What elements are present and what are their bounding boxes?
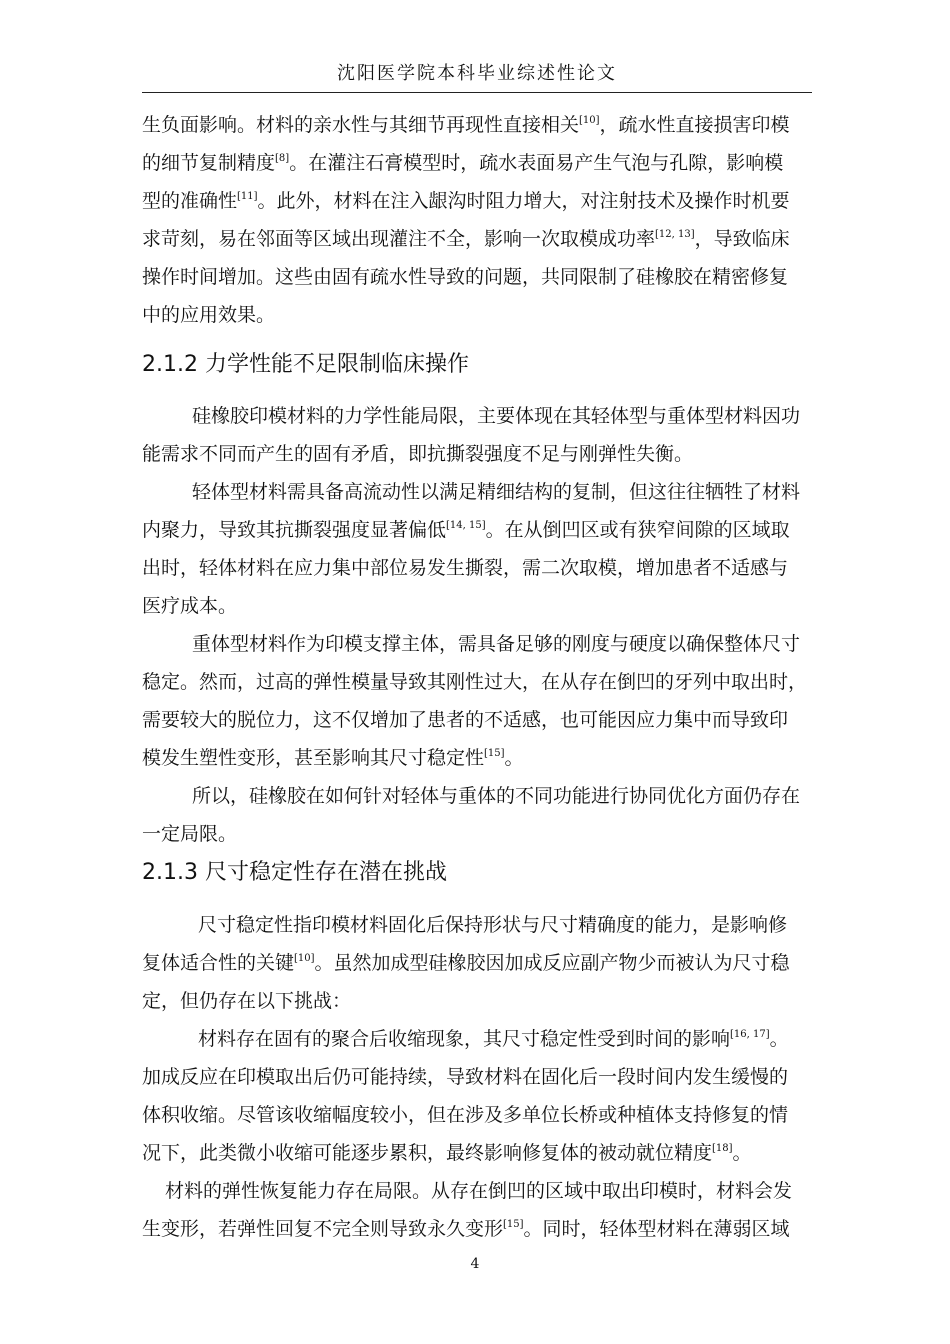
- text-run: 体积收缩。尽管该收缩幅度较小，但在涉及多单位长桥或种植体支持修复的情: [142, 1104, 789, 1126]
- text-run: 中的应用效果。: [142, 304, 276, 326]
- paragraph-line: [142, 150, 814, 176]
- text-run: 轻体型材料需具备高流动性以满足精细结构的复制，但这往往牺牲了材料: [192, 481, 801, 503]
- text-run: 一定局限。: [142, 823, 238, 845]
- paragraph-line: [142, 669, 814, 695]
- text-run: 材料的弹性恢复能力存在局限。从存在倒凹的区域中取出印模时，材料会发: [165, 1180, 793, 1202]
- citation-ref: [16, 17]: [730, 1029, 770, 1040]
- text-run: 。同时，轻体型材料在薄弱区域: [523, 1218, 790, 1240]
- paragraph-line: [142, 821, 814, 847]
- paragraph-line: [142, 226, 814, 252]
- paragraph-line: [142, 707, 814, 733]
- page-header: [142, 56, 812, 93]
- text-run: 复体适合性的关键: [142, 952, 295, 974]
- paragraph-line: [192, 783, 814, 809]
- paragraph-line: [192, 403, 814, 429]
- text-run: 。虽然加成型硅橡胶因加成反应副产物少而被认为尺寸稳: [314, 952, 790, 974]
- citation-ref: [15]: [484, 748, 505, 759]
- page-number: 4: [470, 1256, 480, 1272]
- paragraph-line: [142, 1064, 814, 1090]
- citation-ref: [11]: [237, 191, 258, 202]
- citation-ref: [18]: [712, 1143, 733, 1154]
- text-run: 硅橡胶印模材料的力学性能局限，主要体现在其轻体型与重体型材料因功: [192, 405, 801, 427]
- paragraph-line: [142, 264, 814, 290]
- text-run: 材料存在固有的聚合后收缩现象，其尺寸稳定性受到时间的影响: [198, 1028, 731, 1050]
- paragraph-line: [192, 479, 814, 505]
- text-run: 加成反应在印模取出后仍可能持续，导致材料在固化后一段时间内发生缓慢的: [142, 1066, 789, 1088]
- header-title: 沈阳医学院本科毕业综述性论文: [337, 63, 617, 84]
- paragraph-line: [142, 745, 814, 771]
- text-run: 能需求不同而产生的固有矛盾，即抗撕裂强度不足与刚弹性失衡。: [142, 443, 694, 465]
- citation-ref: [10]: [579, 115, 600, 126]
- paragraph-line: [198, 1026, 814, 1052]
- text-run: 定，但仍存在以下挑战：: [142, 990, 352, 1012]
- paragraph-line: [142, 517, 814, 543]
- paragraph-line: [142, 441, 814, 467]
- paragraph-line: [198, 912, 814, 938]
- text-run: 。: [504, 747, 524, 769]
- text-run: 。在灌注石膏模型时，疏水表面易产生气泡与孔隙，影响模: [289, 152, 784, 174]
- citation-ref: [15]: [503, 1219, 524, 1230]
- text-run: 2.1.3 尺寸稳定性存在潜在挑战: [142, 860, 447, 885]
- paragraph-line: [142, 1216, 814, 1242]
- text-run: 重体型材料作为印模支撑主体，需具备足够的刚度与硬度以确保整体尺寸: [192, 633, 801, 655]
- text-run: 生变形，若弹性回复不完全则导致永久变形: [142, 1218, 504, 1240]
- section-heading: [142, 858, 447, 888]
- text-run: 出时，轻体材料在应力集中部位易发生撕裂，需二次取模，增加患者不适感与: [142, 557, 789, 579]
- citation-ref: [8]: [275, 153, 290, 164]
- text-run: ，导致临床: [694, 228, 790, 250]
- text-run: ，疏水性直接损害印模: [599, 114, 790, 136]
- paragraph-line: [142, 555, 814, 581]
- text-run: 。: [732, 1142, 752, 1164]
- text-run: 内聚力，导致其抗撕裂强度显著偏低: [142, 519, 447, 541]
- paragraph-line: [142, 1140, 814, 1166]
- text-run: 模发生塑性变形，甚至影响其尺寸稳定性: [142, 747, 485, 769]
- text-run: 。在从倒凹区或有狭窄间隙的区域取: [485, 519, 790, 541]
- paragraph-line: [142, 950, 814, 976]
- text-run: 医疗成本。: [142, 595, 238, 617]
- text-run: 所以，硅橡胶在如何针对轻体与重体的不同功能进行协同优化方面仍存在: [192, 785, 801, 807]
- text-run: 生负面影响。材料的亲水性与其细节再现性直接相关: [142, 114, 580, 136]
- text-run: 操作时间增加。这些由固有疏水性导致的问题，共同限制了硅橡胶在精密修复: [142, 266, 789, 288]
- citation-ref: [12, 13]: [655, 229, 695, 240]
- paragraph-line: [142, 1102, 814, 1128]
- text-run: 求苛刻，易在邻面等区域出现灌注不全，影响一次取模成功率: [142, 228, 656, 250]
- text-run: 需要较大的脱位力，这不仅增加了患者的不适感，也可能因应力集中而导致印: [142, 709, 789, 731]
- paragraph-line: [142, 112, 814, 138]
- text-run: 。: [769, 1028, 789, 1050]
- section-heading: [142, 350, 469, 380]
- text-run: 。此外，材料在注入龈沟时阻力增大，对注射技术及操作时机要: [257, 190, 790, 212]
- paragraph-line: [142, 188, 814, 214]
- text-run: 稳定。然而，过高的弹性模量导致其刚性过大，在从存在倒凹的牙列中取出时，: [142, 671, 808, 693]
- text-run: 2.1.2 力学性能不足限制临床操作: [142, 352, 469, 377]
- paragraph-line: [142, 988, 814, 1014]
- citation-ref: [14, 15]: [446, 520, 486, 531]
- text-run: 的细节复制精度: [142, 152, 276, 174]
- text-run: 型的准确性: [142, 190, 238, 212]
- paragraph-line: [192, 631, 814, 657]
- text-run: 尺寸稳定性指印模材料固化后保持形状与尺寸精确度的能力，是影响修: [198, 914, 788, 936]
- paragraph-line: [165, 1178, 814, 1204]
- citation-ref: [10]: [294, 953, 315, 964]
- paragraph-line: [142, 593, 814, 619]
- text-run: 况下，此类微小收缩可能逐步累积，最终影响修复体的被动就位精度: [142, 1142, 713, 1164]
- paragraph-line: [142, 302, 814, 328]
